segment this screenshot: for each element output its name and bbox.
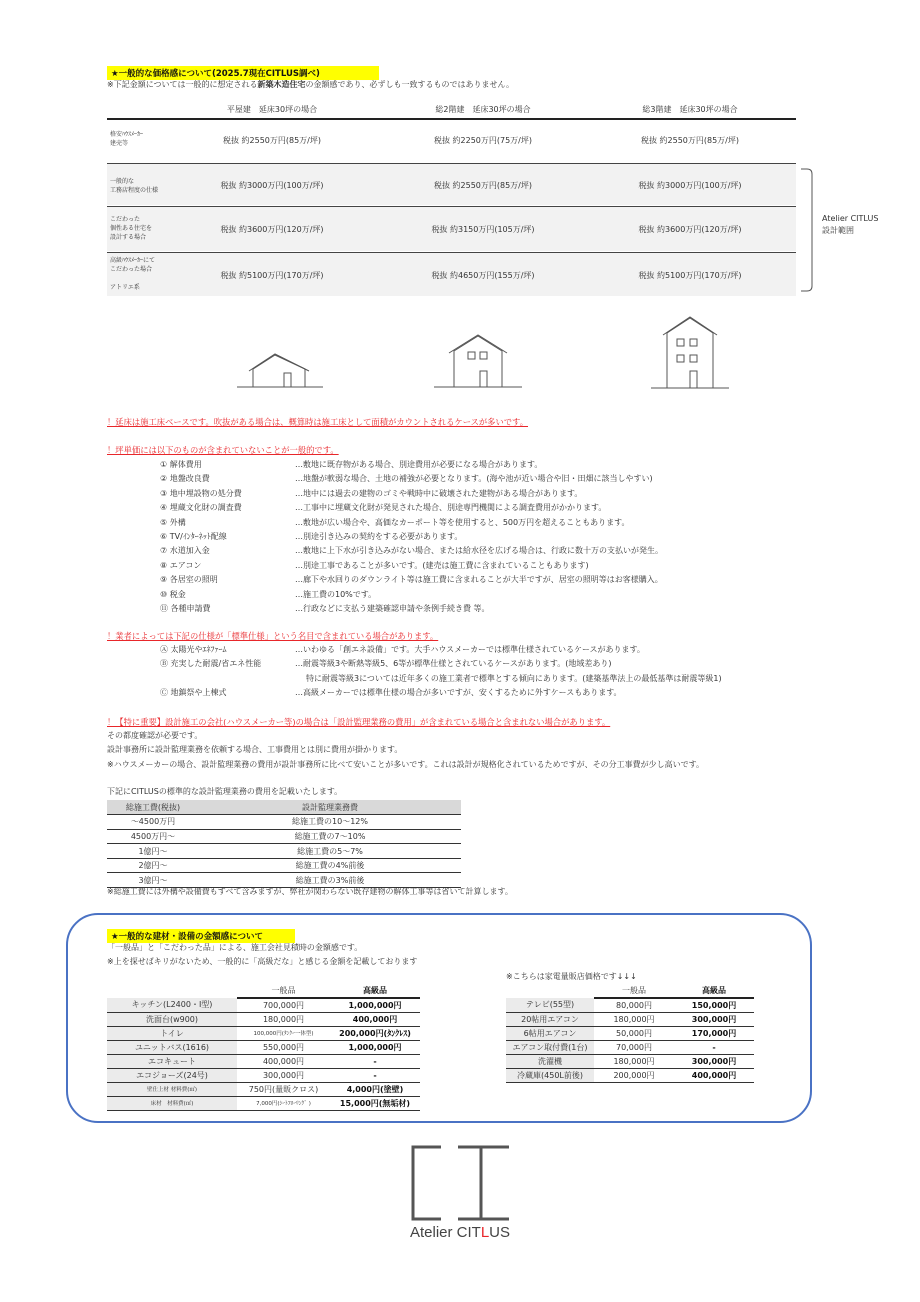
note-pre: ※下記金額については一般的に想定される bbox=[107, 80, 258, 89]
scope-bracket bbox=[800, 168, 816, 292]
fee-intro: 下記にCITLUSの標準的な設計監理業務の費用を記載いたします。 bbox=[107, 787, 343, 796]
list-item: ⑧ エアコン …別途工事であることが多いです。(建売は施工費に含まれていることもあります) bbox=[160, 560, 589, 570]
row-label: 格安ﾊｳｽﾒｰｶｰ 建売等 bbox=[110, 131, 144, 147]
price-cell: 税抜 約3000万円(100万/坪) bbox=[220, 181, 324, 190]
list-item: ① 解体費用 …敷地に既存物がある場合、別途費用が必要になる場合があります。 bbox=[160, 460, 543, 469]
table-row: 4500万円～ 総施工費の7～10% bbox=[107, 829, 461, 844]
list-item: ⑪ 各種申請費 …行政などに支払う建築確認申請や条例手続き費 等。 bbox=[160, 603, 490, 613]
header-rule bbox=[107, 118, 796, 120]
fee-note: ※総施工費には外構や設備費もすべて含みますが、弊社が関わらない既存建物の解体工事等は省いて計算します。 bbox=[107, 887, 513, 896]
price-cell: 税抜 約5100万円(170万/坪) bbox=[220, 271, 324, 280]
note-post: の金額感であり、必ずしも一致するものではありません。 bbox=[305, 80, 515, 89]
price-cell: 税抜 約3150万円(105万/坪) bbox=[431, 225, 535, 234]
price-cell: 税抜 約3600万円(120万/坪) bbox=[220, 225, 324, 234]
list-item: ⑩ 税金 …施工費の10%です。 bbox=[160, 589, 377, 599]
table-row: エアコン取付費(1台) 70,000円 - bbox=[506, 1040, 754, 1054]
price-section-title: ★一般的な価格感について(2025.7現在CITLUS調べ) bbox=[107, 66, 379, 80]
price-cell: 税抜 約2550万円(85万/坪) bbox=[433, 181, 533, 190]
list-item: ⑥ TV/ｲﾝﾀｰﾈｯﾄ配線 …別途引き込みの契約をする必要があります。 bbox=[160, 531, 463, 541]
price-cell: 税抜 約2250万円(75万/坪) bbox=[433, 136, 533, 145]
table-row: エコジョーズ(24号) 300,000円 - bbox=[107, 1068, 420, 1082]
table-row: テレビ(55型) 80,000円 150,000円 bbox=[506, 998, 754, 1012]
materials-right-table bbox=[506, 984, 754, 1083]
header-one-story: 平屋建 延床30坪の場合 bbox=[226, 105, 318, 114]
list-item: ⑨ 各居室の照明 …廊下や水回りのダウンライト等は施工費に含まれることが大半ですが、居室の照明等はお客様購入。 bbox=[160, 575, 663, 585]
price-cell: 税抜 約5100万円(170万/坪) bbox=[638, 271, 742, 280]
price-section-note bbox=[107, 78, 514, 92]
table-header: 一般品 高級品 bbox=[506, 984, 754, 998]
table-header: 総施工費(税抜) 設計監理業務費 bbox=[107, 800, 461, 815]
table-row: キッチン(L2400・I型) 700,000円 1,000,000円 bbox=[107, 998, 420, 1012]
logo-mark-icon bbox=[411, 1145, 511, 1221]
note-bold: 新築木造住宅 bbox=[257, 80, 306, 89]
standard-spec-title: ！業者によっては下記の仕様が「標準仕様」という名目で含まれている場合があります。 bbox=[107, 631, 439, 641]
table-row: 洗濯機 180,000円 300,000円 bbox=[506, 1054, 754, 1068]
table-row: エコキュート 400,000円 - bbox=[107, 1054, 420, 1068]
list-item: Ⓐ 太陽光やｴﾈﾌｧｰﾑ …いわゆる「創エネ設備」です。大手ハウスメーカーでは標準仕様されているケースがあります。 bbox=[160, 645, 645, 654]
standard-spec-list bbox=[160, 643, 800, 701]
list-item: ② 地盤改良費 …地盤が軟弱な場合、土地の補強が必要となります。(海や池が近い場合や旧・田畑に該当しやすい) bbox=[160, 474, 653, 484]
list-item: ④ 埋蔵文化財の調査費 …工事中に埋蔵文化財が発見された場合、別途専門機関による調査費用がかかります。 bbox=[160, 503, 607, 513]
list-item: ⑤ 外構 …敷地が広い場合や、高価なカーポート等を使用すると、500万円を超えることもあります。 bbox=[160, 517, 630, 527]
not-included-title: ！坪単価には以下のものが含まれていないことが一般的です。 bbox=[107, 445, 339, 455]
table-row: ユニットバス(1616) 550,000円 1,000,000円 bbox=[107, 1040, 420, 1054]
appliance-note: ※こちらは家電量販店価格です↓↓↓ bbox=[506, 972, 637, 981]
table-row: 20帖用エアコン 180,000円 300,000円 bbox=[506, 1012, 754, 1026]
price-cell: 税抜 約2550万円(85万/坪) bbox=[640, 136, 740, 145]
table-row: 3億円～ 総施工費の3%前後 bbox=[107, 873, 461, 888]
table-row: 6帖用エアコン 50,000円 170,000円 bbox=[506, 1026, 754, 1040]
table-row: トイレ 100,000円(ﾀﾝｸｰ一体型) 200,000円(ﾀﾝｸﾚｽ) bbox=[107, 1026, 420, 1040]
floor-area-note: ！延床は施工床ベースです。吹抜がある場合は、概算時は施工床として面積がカウントされるケースが多いです。 bbox=[107, 417, 528, 427]
table-row: 床材 材料費(㎡) 7,000円(ｼｰﾄﾌﾛｰﾘﾝｸﾞ ) 15,000円(無垢材) bbox=[107, 1096, 420, 1110]
row-label: 高級ﾊｳｽﾒｰｶｰにて こだわった場合 アトリエ系 bbox=[110, 257, 156, 291]
table-row: 壁仕上材 材料費(㎡) 750円(量販クロス) 4,000円(塗壁) bbox=[107, 1082, 420, 1096]
table-header: 一般品 高級品 bbox=[107, 984, 420, 998]
price-row-standard bbox=[107, 164, 796, 205]
table-row: 冷蔵庫(450L前後) 200,000円 400,000円 bbox=[506, 1068, 754, 1082]
price-cell: 税抜 約3000万円(100万/坪) bbox=[638, 181, 742, 190]
price-row-custom bbox=[107, 207, 796, 251]
list-item: 特に耐震等級3については近年多くの施工業者で標準とする傾向にあります。(建築基準法上の最低基準は耐震等級1) bbox=[306, 673, 722, 683]
price-cell: 税抜 約4650万円(155万/坪) bbox=[431, 271, 535, 280]
supervision-fee-table bbox=[107, 800, 461, 888]
list-item: ③ 地中埋設物の処分費 …地中には過去の建物のゴミや戦時中に破壊された建物がある場合があります。 bbox=[160, 488, 583, 498]
list-item: Ⓑ 充実した耐震/省エネ性能 …耐震等級3や断熱等級5、6等が標準仕様とされているケースがあります。(地域差あり) bbox=[160, 659, 612, 669]
list-item: Ⓒ 地鎮祭や上棟式 …高級メーカーでは標準仕様の場合が多いですが、安くするために外すケースもあります。 bbox=[160, 688, 622, 698]
row-label: 一般的な 工務店程度の仕様 bbox=[110, 178, 159, 194]
materials-title: ★一般的な建材・設備の金額感について bbox=[107, 929, 295, 943]
important-title: ！【特に重要】設計施工の会社(ハウスメーカー等)の場合は「設計監理業務の費用」が含まれている場合と含まれない場合があります。 bbox=[107, 717, 611, 727]
table-row: 1億円～ 総施工費の5～7% bbox=[107, 844, 461, 859]
materials-left-table bbox=[107, 984, 420, 1111]
header-three-story: 総3階建 延床30坪の場合 bbox=[642, 105, 738, 114]
price-cell: 税抜 約3600万円(120万/坪) bbox=[638, 225, 742, 234]
logo-wordmark: Atelier CITLUS bbox=[409, 1224, 511, 1241]
materials-line2: ※上を探せばキリがないため、一般的に「高級だな」と感じる金額を記載しております bbox=[107, 957, 418, 966]
table-row: 2億円～ 総施工費の4%前後 bbox=[107, 858, 461, 873]
price-row-budget bbox=[107, 121, 796, 159]
two-story-house-icon bbox=[432, 333, 524, 390]
three-story-house-icon bbox=[649, 316, 731, 390]
table-row: ～4500万円 総施工費の10～12% bbox=[107, 815, 461, 830]
scope-label: Atelier CITLUS 設計範囲 bbox=[822, 214, 879, 235]
table-row: 洗面台(w900) 180,000円 400,000円 bbox=[107, 1012, 420, 1026]
price-cell: 税抜 約2550万円(85万/坪) bbox=[222, 136, 322, 145]
one-story-house-icon bbox=[235, 345, 325, 390]
header-two-story: 総2階建 延床30坪の場合 bbox=[435, 105, 531, 114]
price-row-luxury bbox=[107, 253, 796, 296]
list-item: ⑦ 水道加入金 …敷地に上下水が引き込みがない場合、または給水径を広げる場合は、行政に数十万の支払いが発生。 bbox=[160, 546, 663, 556]
not-included-list bbox=[160, 458, 800, 616]
important-text: その都度確認が必要です。 設計事務所に設計監理業務を依頼する場合、工事費用とは別に費用が掛かります。 ※ハウスメーカーの場合、設計監理業務の費用が設計事務所に比べて安いことが多いです。これは設計が規格化されているためですが、その分工事費が少し高いです。 bbox=[107, 731, 705, 769]
row-label: こだわった 個性ある住宅を 設計する場合 bbox=[110, 216, 153, 241]
materials-line1: 「一般品」と「こだわった品」による、施工会社見積時の金額感です。 bbox=[107, 943, 363, 952]
